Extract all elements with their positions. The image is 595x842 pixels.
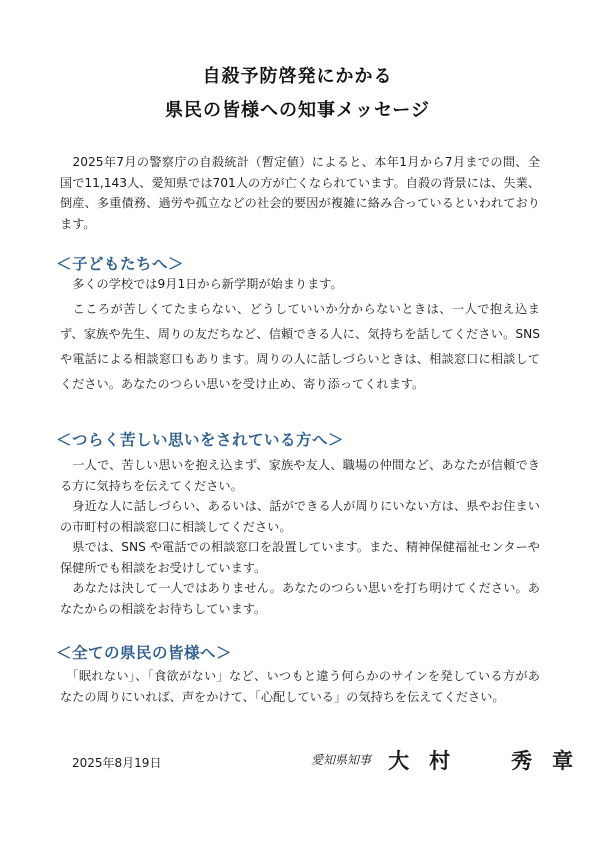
section-paragraph: 「眠れない」、「食欲がない」など、いつもと違う何らかのサインを発している方があなたの周りにいれば、声をかけて、「心配している」の気持ちを伝えてください。 <box>60 669 540 704</box>
section-body-suffering <box>60 455 540 619</box>
section-paragraph: 一人で、苦しい思いを抱え込まず、家族や友人、職場の仲間など、あなたが信頼できる方に気持ちを伝えてください。 <box>60 458 540 493</box>
section-heading-suffering: ＜つらく苦しい思いをされている方へ＞ <box>56 431 345 449</box>
section-paragraph: あなたは決して一人ではありません。あなたのつらい思いを打ち明けてください。あなたからの相談をお待ちしています。 <box>60 581 540 616</box>
issue-date: 2025年8月19日 <box>72 756 162 770</box>
section-paragraph: こころが苦しくてたまらない、どうしていいか分からないときは、一人で抱え込まず、家族や先生、周りの友だちなど、信頼できる人に、気持ちを話してください。SNS や電話による相談窓口もあります。周りの人に話しづらいときは、相談窓口に相談してください。あなたのつらい思いを受け止め、寄り添ってくれます。 <box>60 302 540 391</box>
section-paragraph: 県では、SNS や電話での相談窓口を設置しています。また、精神保健福祉センターや保健所でも相談をお受けしています。 <box>60 540 540 575</box>
section-body-children <box>60 272 540 397</box>
section-heading-children: ＜子どもたちへ＞ <box>56 255 185 273</box>
signature-block <box>311 745 593 775</box>
governor-title: 愛知県知事 <box>311 753 372 767</box>
section-paragraph: 身近な人に話しづらい、あるいは、話ができる人が周りにいない方は、県やお住まいの市町村の相談窓口に相談してください。 <box>60 499 540 534</box>
page-subtitle: 県民の皆様への知事メッセージ <box>165 100 430 121</box>
intro-paragraph: 2025年7月の警察庁の自殺統計（暫定値）によると、本年1月から7月までの間、全国で11,143人、愛知県では701人の方が亡くなられています。自殺の背景には、失業、倒産、多重債務、過労や孤立などの社会的要因が複雑に絡み合っているといわれております。 <box>60 155 540 231</box>
governor-name: 大村 秀章 <box>388 748 594 773</box>
section-body-all-residents <box>60 666 540 707</box>
page-title: 自殺予防啓発にかかる <box>202 66 393 87</box>
section-heading-all-residents: ＜全ての県民の皆様へ＞ <box>56 644 233 662</box>
section-paragraph: 多くの学校では9月1日から新学期が始まります。 <box>60 277 343 291</box>
